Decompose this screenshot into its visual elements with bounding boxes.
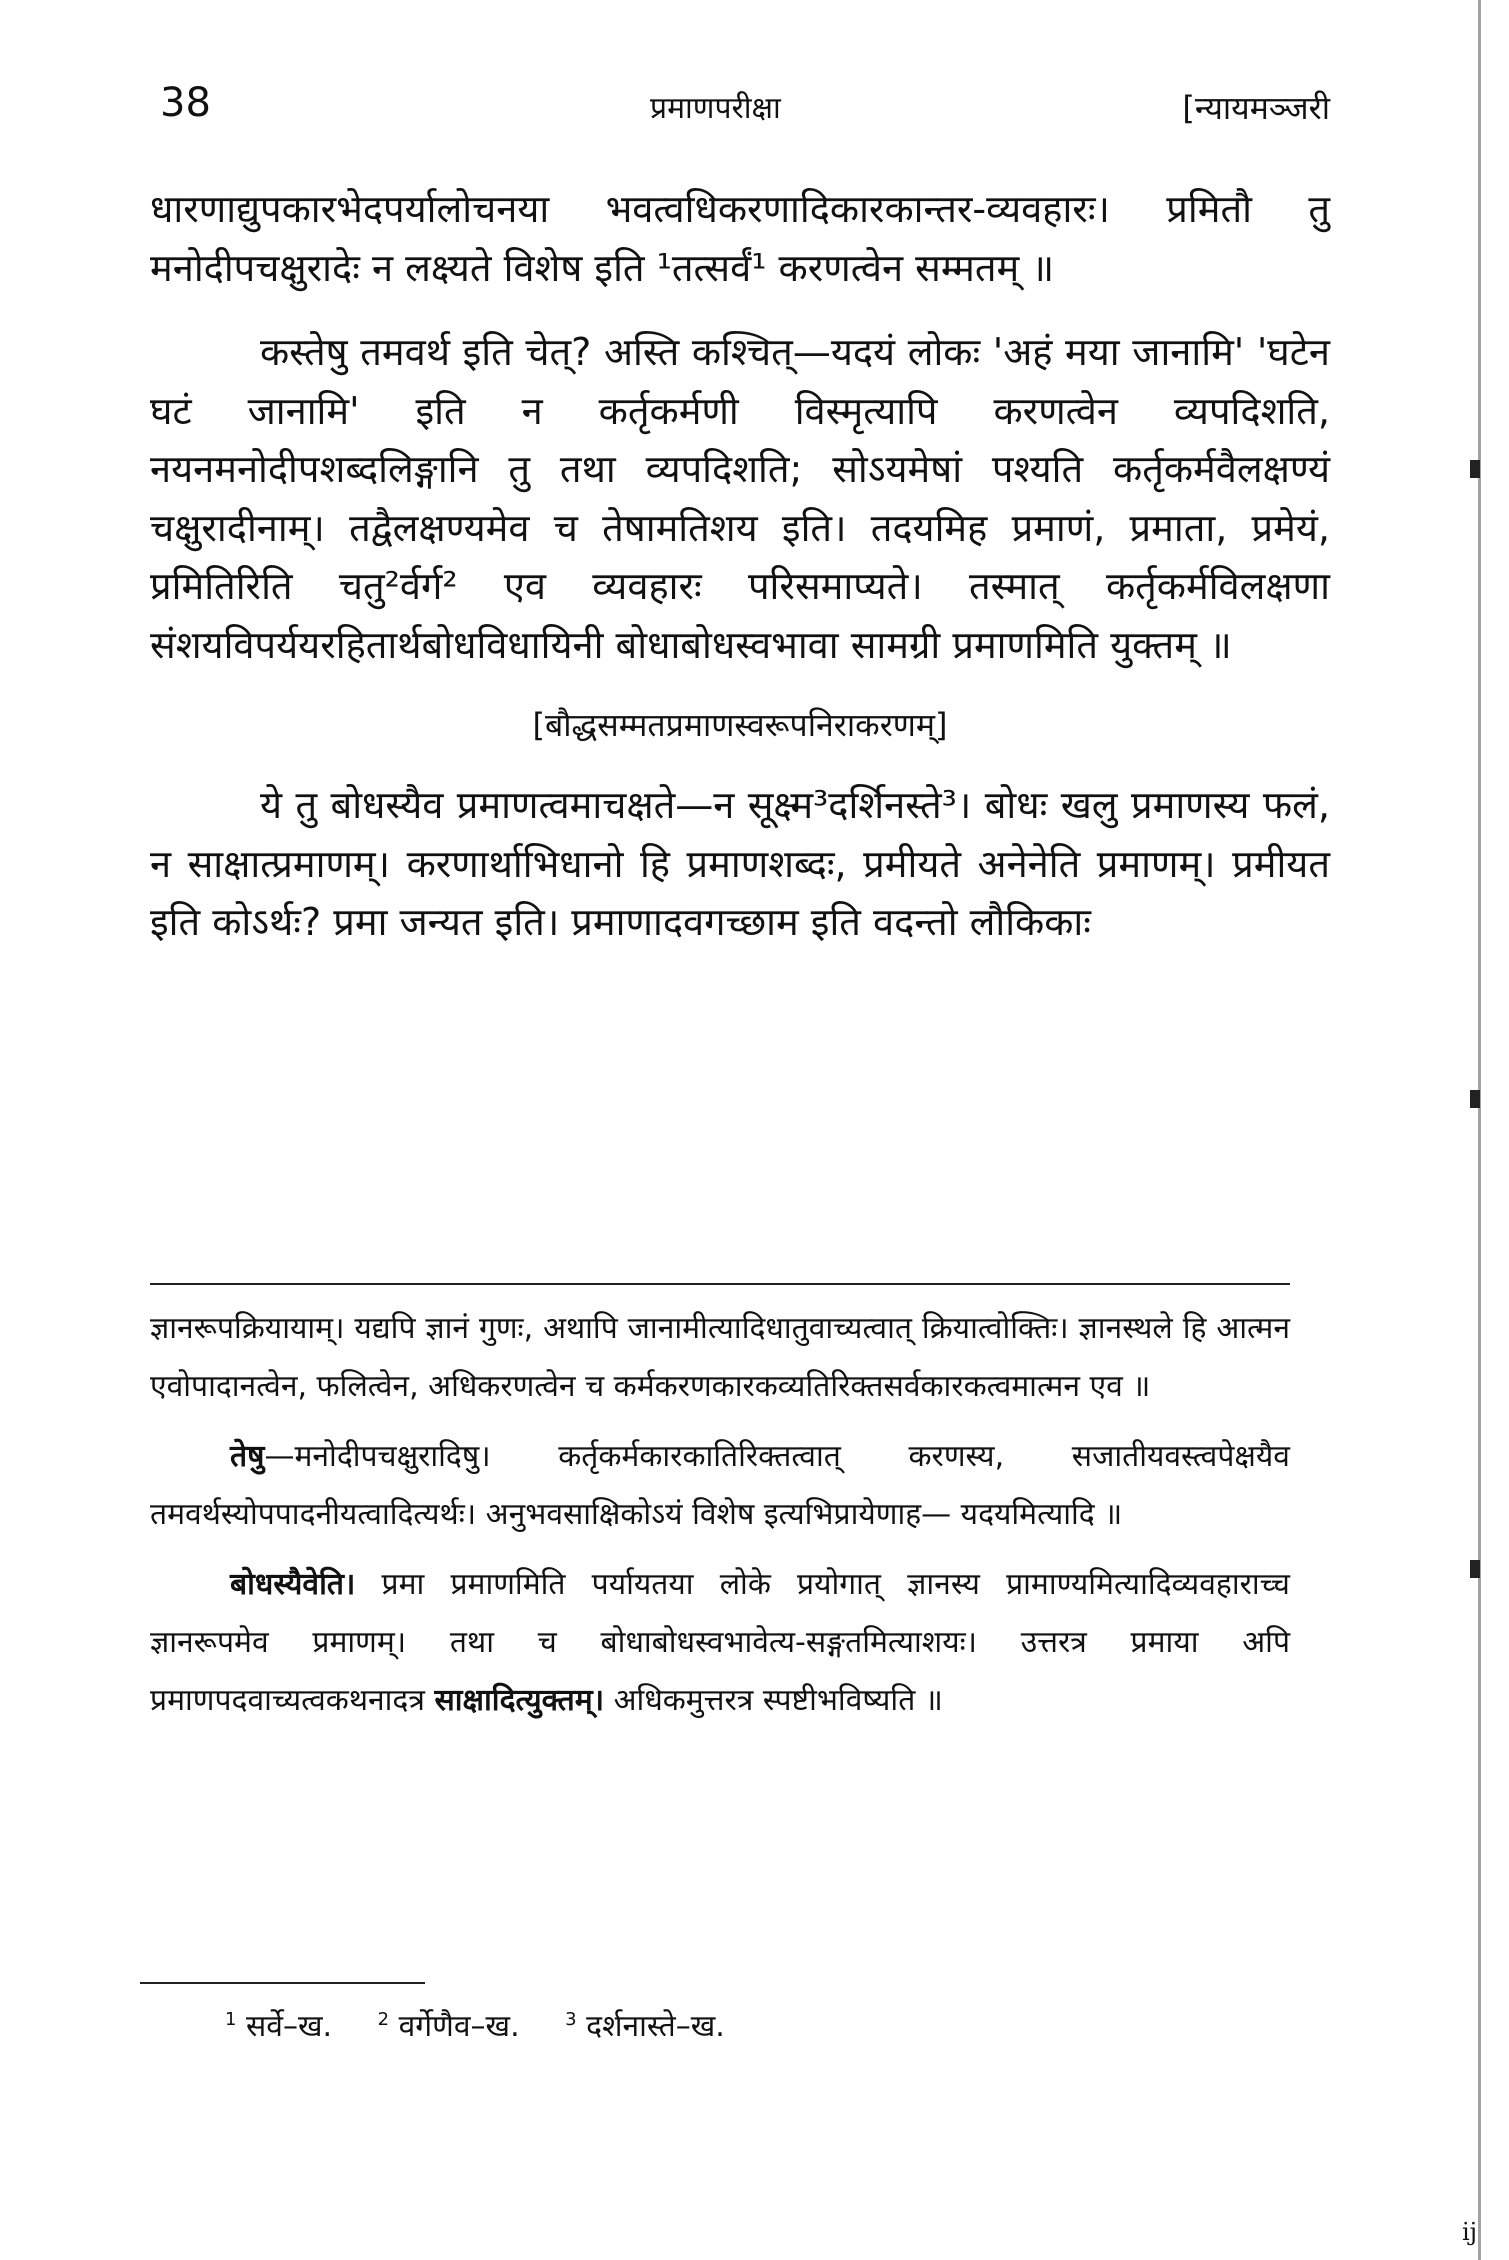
- commentary-lemma: बोधस्यैवेति।: [230, 1567, 356, 1602]
- commentary-lemma: तेषु: [230, 1439, 265, 1474]
- commentary-text: प्रमा प्रमाणमिति पर्यायतया लोके प्रयोगात् ज्ञानस्य प्रामाण्यमित्यादिव्यवहाराच्च ज्ञानरूपमेव प्रमाणम्। तथा च बोधाबोधस्वभावेत्य-सङ्गतमित्याशयः। उत्तरत्र प्रमाया अपि प्रमाणपदवाच्यत्वकथनादत्र: [150, 1567, 1290, 1718]
- footnote-divider: [140, 1982, 425, 1984]
- page-number: 38: [160, 80, 211, 126]
- page-header: [160, 80, 1330, 140]
- footnote-1: [225, 2004, 332, 2045]
- corner-mark: ij: [1462, 2218, 1478, 2246]
- commentary-text: अधिकमुत्तरत्र स्पष्टीभविष्यति ॥: [604, 1683, 943, 1718]
- main-paragraph-3: ये तु बोधस्यैव प्रमाणत्वमाचक्षते—न सूक्ष्म³दर्शिनस्ते³। बोधः खलु प्रमाणस्य फलं, न साक्षात्प्रमाणम्। करणार्थाभिधानो हि प्रमाणशब्दः, प्रमीयते अनेनेति प्रमाणम्। प्रमीयत इति कोऽर्थः? प्रमा जन्यत इति। प्रमाणादवगच्छाम इति वदन्तो लौकिकाः: [150, 783, 1330, 944]
- footnote-mark: 3: [565, 2009, 577, 2030]
- scan-edge-mark: [1470, 1560, 1480, 1578]
- footnote-text: सर्वे–ख.: [246, 2009, 333, 2044]
- running-title: प्रमाणपरीक्षा: [650, 91, 781, 126]
- commentary-lemma: साक्षादित्युक्तम्।: [434, 1683, 605, 1718]
- commentary: [150, 1300, 1290, 1730]
- commentary-text: —मनोदीपचक्षुरादिषु। कर्तृकर्मकारकातिरिक्तत्वात् करणस्य, सजातीयवस्त्वपेक्षयैव तमवर्थस्योपपादनीयत्वादित्यर्थः। अनुभवसाक्षिकोऽयं विशेष इत्यभिप्रायेणाह— यदयमित्यादि ॥: [150, 1439, 1290, 1532]
- scan-edge-mark: [1470, 460, 1480, 478]
- footnotes: [225, 2004, 1125, 2045]
- main-text: [150, 180, 1330, 952]
- commentary-paragraph-2: [150, 1428, 1290, 1544]
- commentary-paragraph-1: ज्ञानरूपक्रियायाम्। यद्यपि ज्ञानं गुणः, अथापि जानामीत्यादिधातुवाच्यत्वात् क्रियात्वोक्तिः। ज्ञानस्थले हि आत्मन एवोपादानत्वेन, फलित्वेन, अधिकरणत्वेन च कर्मकरणकारकव्यतिरिक्तसर्वकारकत्वमात्मन एव ॥: [150, 1311, 1290, 1404]
- main-paragraph-2: कस्तेषु तमवर्थ इति चेत्? अस्ति कश्चित्—यदयं लोकः 'अहं मया जानामि' 'घटेन घटं जानामि' इति न कर्तृकर्मणी विस्मृत्यापि करणत्वेन व्यपदिशति, नयनमनोदीपशब्दलिङ्गानि तु तथा व्यपदिशति; सोऽयमेषां पश्यति कर्तृकर्मवैलक्षण्यं चक्षुरादीनाम्। तद्वैलक्षण्यमेव च तेषामतिशय इति। तदयमिह प्रमाणं, प्रमाता, प्रमेयं, प्रमितिरिति चतु²र्वर्ग² एव व्यवहारः परिसमाप्यते। तस्मात् कर्तृकर्मविलक्षणा संशयविपर्ययरहितार्थबोधविधायिनी बोधाबोधस्वभावा सामग्री प्रमाणमिति युक्तम् ॥: [150, 330, 1330, 667]
- commentary-paragraph-3: [150, 1556, 1290, 1730]
- main-paragraph-1: धारणाद्युपकारभेदपर्यालोचनया भवत्वधिकरणादिकारकान्तर-व्यवहारः। प्रमितौ तु मनोदीपचक्षुरादेः न लक्ष्यते विशेष इति ¹तत्सर्वं¹ करणत्वेन सम्मतम् ॥: [150, 187, 1330, 290]
- scan-edge-line: [1478, 0, 1481, 2260]
- footnote-mark: 1: [225, 2009, 237, 2030]
- section-heading: [बौद्धसम्मतप्रमाणस्वरूपनिराकरणम्]: [532, 706, 948, 744]
- footnote-3: [565, 2004, 725, 2045]
- footnote-mark: 2: [377, 2009, 390, 2030]
- footnote-2: [378, 2004, 520, 2045]
- footnote-text: वर्गेणैव–ख.: [398, 2009, 520, 2044]
- book-title: [न्यायमञ्जरी: [1182, 89, 1330, 127]
- commentary-divider: [150, 1283, 1290, 1285]
- scan-edge-mark: [1470, 1090, 1480, 1108]
- footnote-text: दर्शनास्ते–ख.: [586, 2009, 725, 2044]
